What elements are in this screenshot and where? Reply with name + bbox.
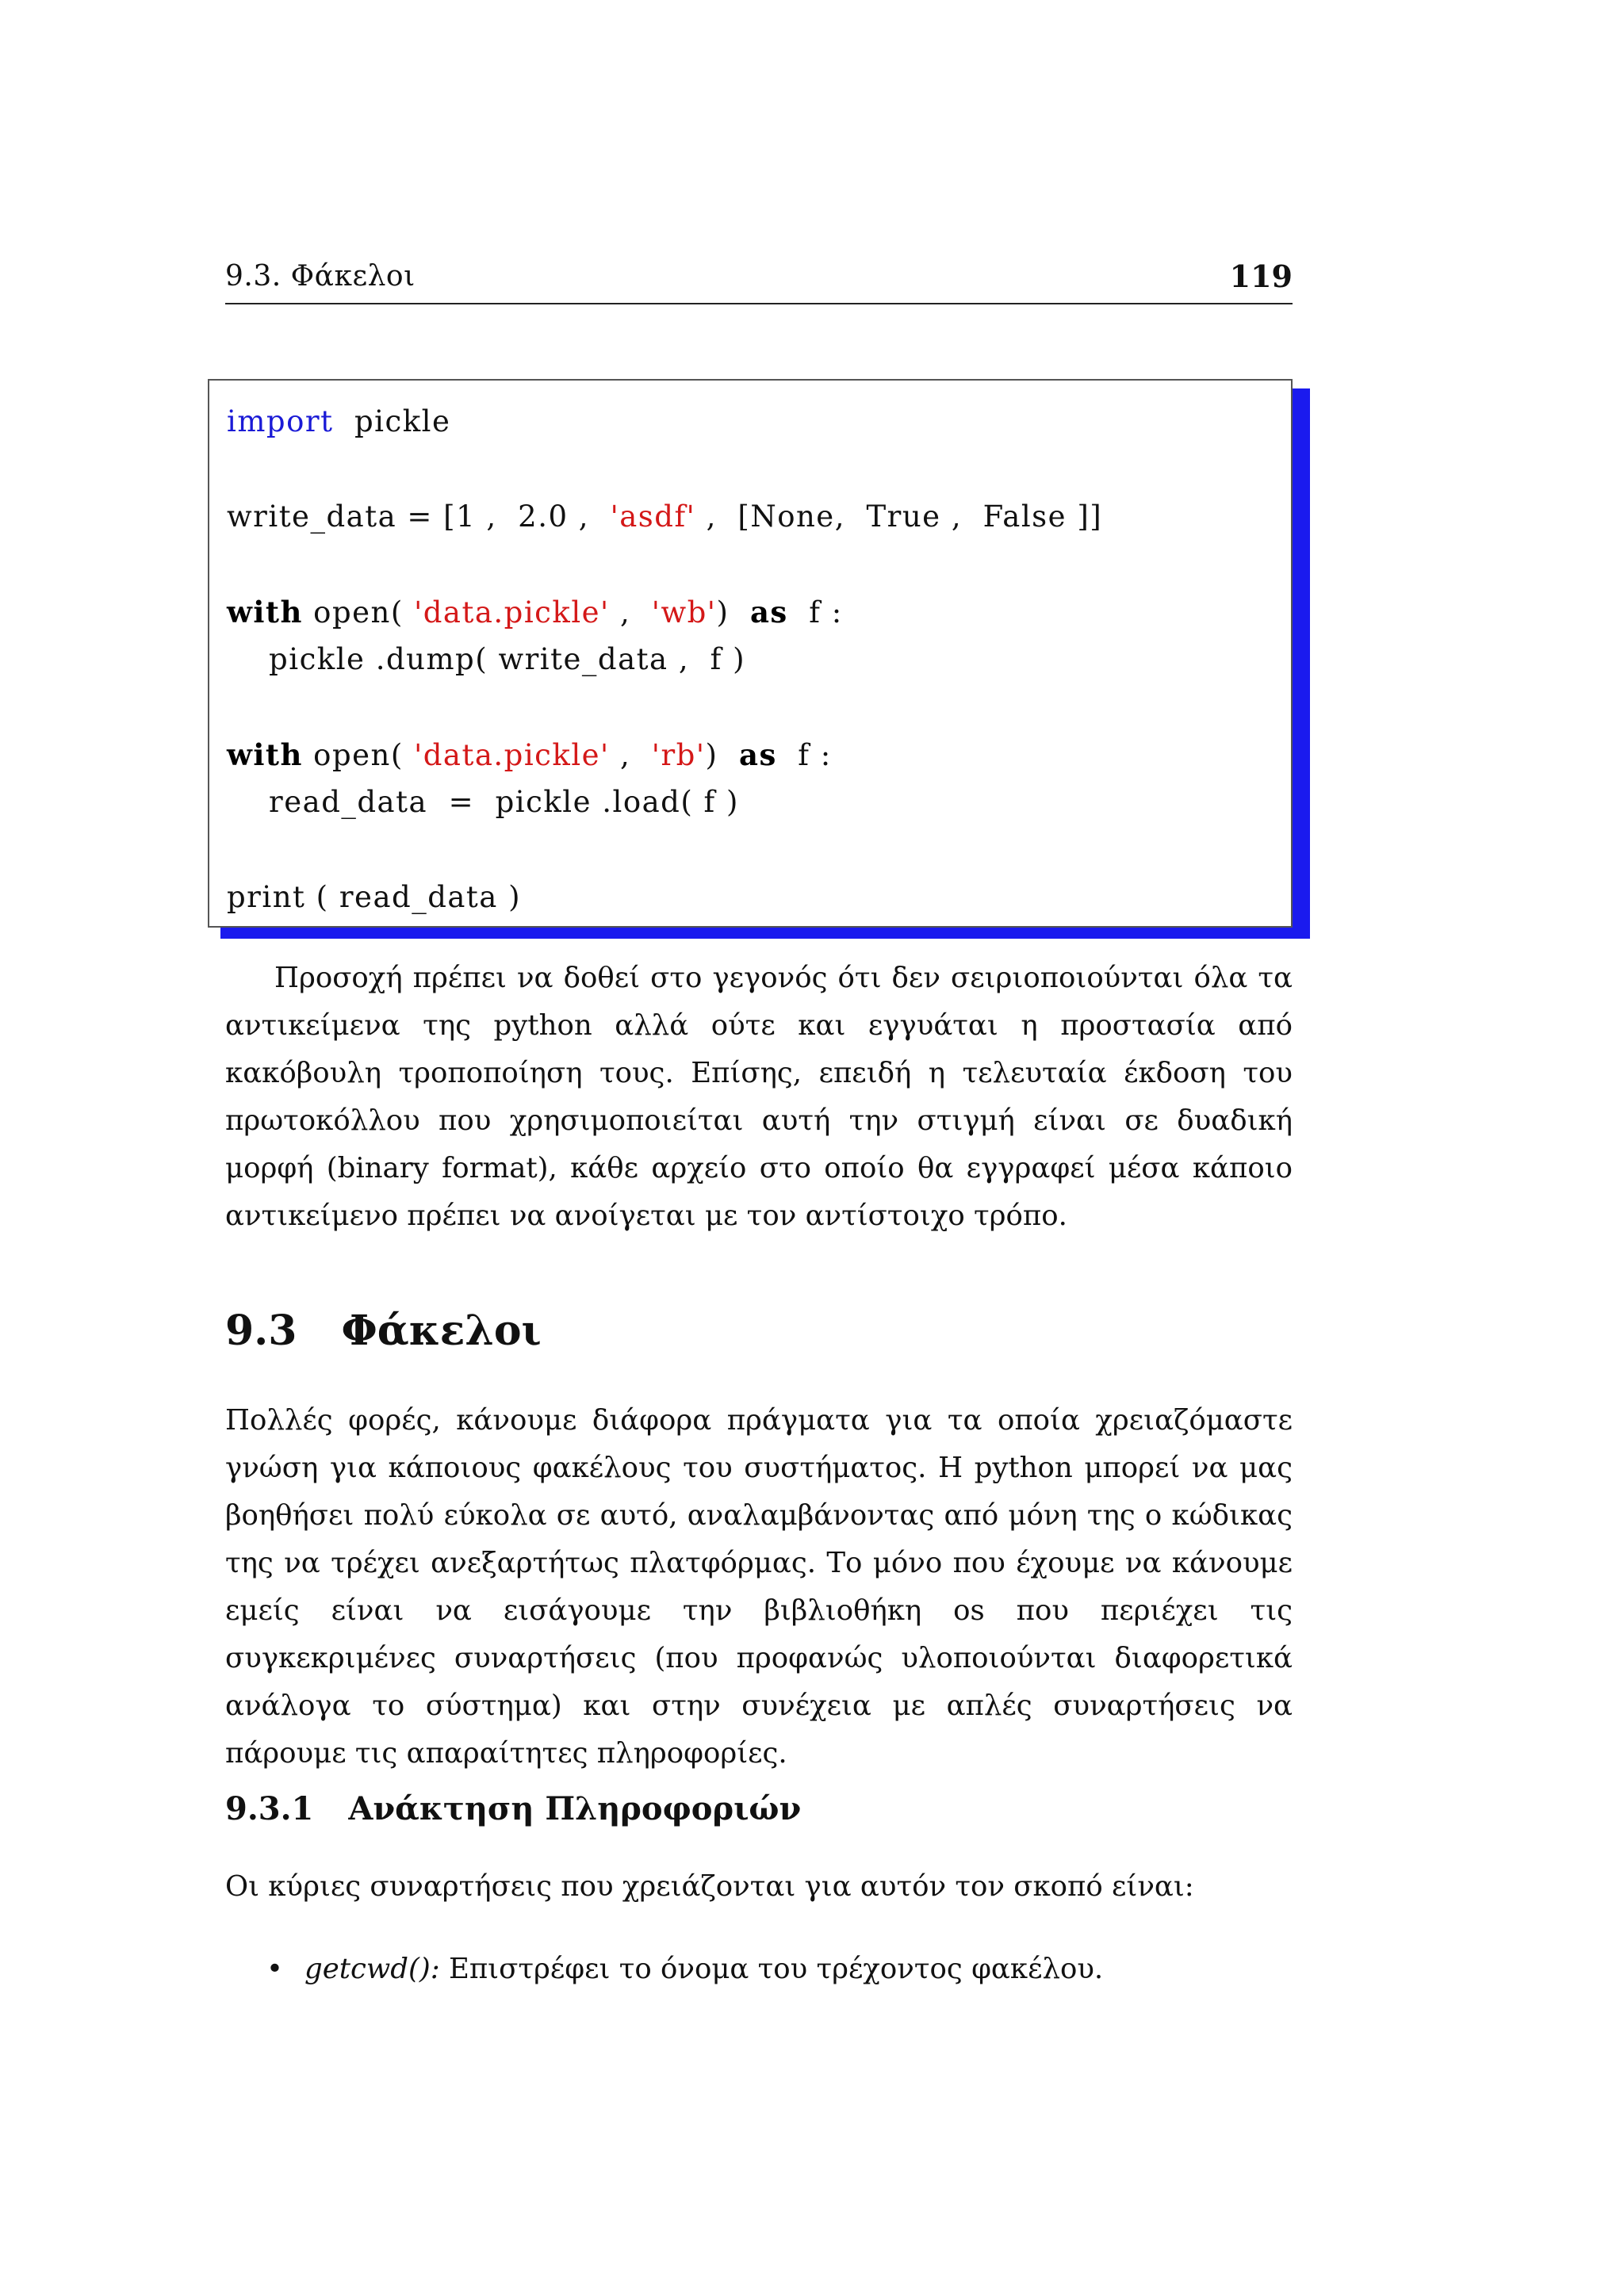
page-number: 119 bbox=[1229, 258, 1293, 294]
code-keyword: with bbox=[227, 737, 303, 772]
list-item bbox=[266, 1946, 1104, 1993]
code-line-5 bbox=[227, 734, 832, 775]
paragraph-pickle-warning: Προσοχή πρέπει να δοθεί στο γεγονός ότι δεν σειριοποιούνται όλα τα αντικείμενα της python αλλά ούτε και εγγυάται η προστασία από κακόβουλη τροποποίηση τους. Επίσης, επειδή η τελευταία έκδοση του πρωτοκόλλου που χρησιμοποιείται αυτή την στιγμή είναι σε δυαδική μορφή (binary format), κάθε αρχείο στο οποίο θα εγγραφεί μέσα κάποιο αντικείμενο πρέπει να ανοίγεται με τον αντίστοιχο τρόπο. bbox=[225, 962, 1293, 1232]
running-header bbox=[225, 252, 1293, 304]
bullet-icon: • bbox=[266, 1953, 283, 1985]
section-heading bbox=[225, 1307, 542, 1355]
function-name: getcwd(): bbox=[304, 1953, 440, 1985]
function-description: Επιστρέφει το όνομα του τρέχοντος φακέλου. bbox=[439, 1953, 1104, 1985]
code-text: f : bbox=[776, 738, 832, 772]
code-text: open( bbox=[302, 595, 415, 629]
code-text: , [None, True , False ]] bbox=[695, 499, 1103, 534]
code-keyword: with bbox=[227, 595, 303, 629]
code-string: 'asdf' bbox=[610, 499, 696, 534]
section-title: Φάκελοι bbox=[341, 1307, 542, 1355]
paragraph-folders-intro: Πολλές φορές, κάνουμε διάφορα πράγματα για τα οποία χρειαζόμαστε γνώση για κάποιους φακέλους του συστήματος. Η python μπορεί να μας βοηθήσει πολύ εύκολα σε αυτό, αναλαμβάνοντας από μόνη της ο κώδικας της να τρέχει ανεξαρτήτως πλατφόρμας. Το μόνο που έχουμε να κάνουμε εμείς είναι να εισάγουμε την βιβλιοθήκη os που περιέχει τις συγκεκριμένες συναρτήσεις (που προφανώς υλοποιούνται διαφορετικά ανάλογα το σύστημα) και στην συνέχεια με απλές συναρτήσεις να πάρουμε τις απαραίτητες πληροφορίες. bbox=[225, 1404, 1293, 1770]
paragraph-functions-intro: Οι κύριες συναρτήσεις που χρειάζονται για αυτόν τον σκοπό είναι: bbox=[225, 1870, 1194, 1903]
code-listing bbox=[208, 379, 1293, 928]
running-title: 9.3. Φάκελοι bbox=[225, 260, 416, 293]
code-line-3 bbox=[227, 591, 843, 633]
subsection-title: Ανάκτηση Πληροφοριών bbox=[348, 1790, 802, 1827]
subsection-number: 9.3.1 bbox=[225, 1790, 314, 1827]
code-text: , bbox=[609, 595, 652, 629]
code-string: 'wb' bbox=[651, 595, 717, 629]
code-lines bbox=[227, 381, 1281, 914]
section-number: 9.3 bbox=[225, 1307, 297, 1355]
code-line-1 bbox=[227, 401, 450, 442]
code-keyword: as bbox=[749, 595, 788, 629]
code-text: open( bbox=[302, 738, 415, 772]
code-text: , bbox=[609, 738, 652, 772]
list-item-body bbox=[304, 1953, 1103, 1985]
code-text: f : bbox=[787, 595, 843, 629]
code-text: ) bbox=[705, 738, 739, 772]
code-string: 'data.pickle' bbox=[414, 595, 610, 629]
code-line-6: read_data = pickle .load( f ) bbox=[227, 785, 739, 819]
code-keyword: as bbox=[738, 737, 777, 772]
code-text: write_data = [1 , 2.0 , bbox=[227, 499, 611, 534]
code-text: ) bbox=[716, 595, 750, 629]
code-string: 'data.pickle' bbox=[414, 738, 610, 772]
code-text: pickle bbox=[333, 404, 451, 438]
code-line-7: print ( read_data ) bbox=[227, 880, 522, 914]
code-string: 'rb' bbox=[651, 738, 706, 772]
code-line-2 bbox=[227, 496, 1102, 538]
code-line-4: pickle .dump( write_data , f ) bbox=[227, 642, 746, 676]
subsection-heading bbox=[225, 1790, 801, 1827]
code-keyword: import bbox=[227, 404, 334, 438]
